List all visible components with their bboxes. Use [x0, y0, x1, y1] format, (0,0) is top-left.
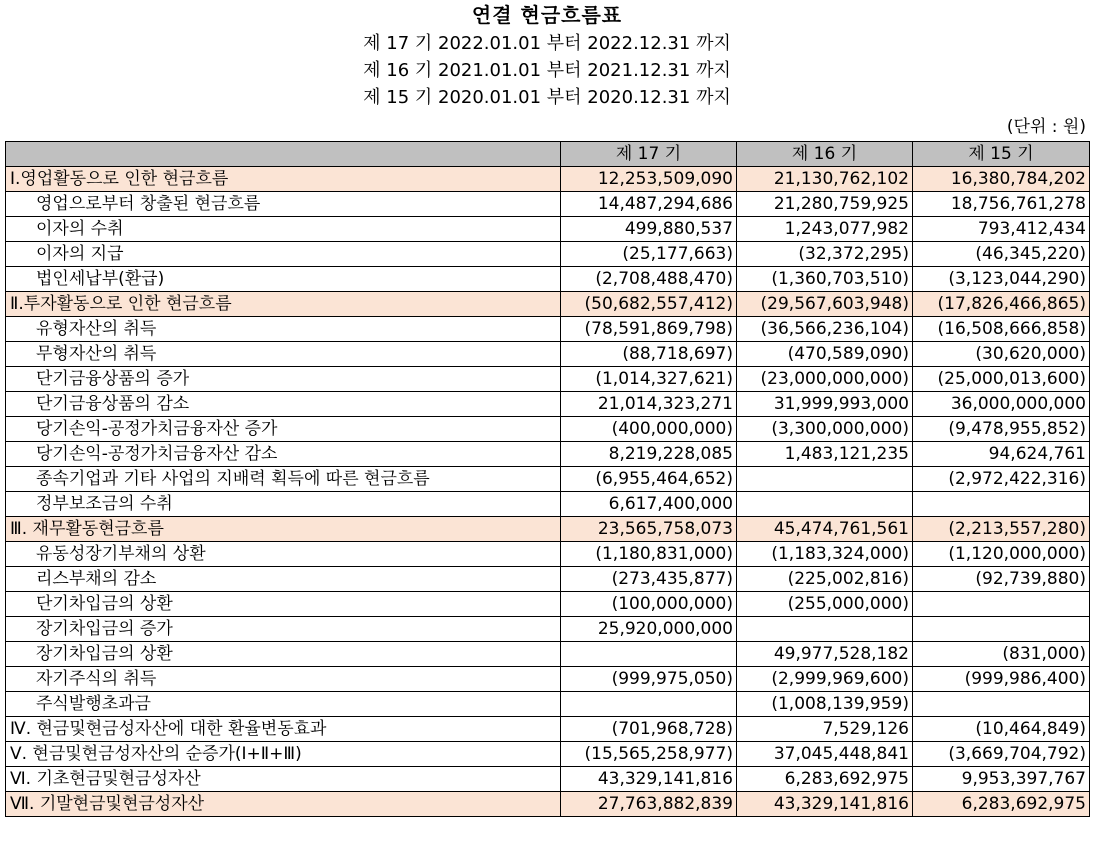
row-label: Ⅰ.영업활동으로 인한 현금흐름	[6, 167, 561, 192]
table-row	[6, 542, 1090, 567]
row-value: 21,280,759,925	[737, 192, 913, 217]
row-value	[561, 642, 737, 667]
row-value: (225,002,816)	[737, 567, 913, 592]
row-label: 주식발행초과금	[6, 692, 561, 717]
row-value: 14,487,294,686	[561, 192, 737, 217]
row-value: 1,243,077,982	[737, 217, 913, 242]
row-value: (25,177,663)	[561, 242, 737, 267]
row-label: 당기손익-공정가치금융자산 감소	[6, 442, 561, 467]
table-row	[6, 317, 1090, 342]
row-value: (92,739,880)	[913, 567, 1090, 592]
table-row	[6, 717, 1090, 742]
table-row	[6, 767, 1090, 792]
row-label: 종속기업과 기타 사업의 지배력 획득에 따른 현금흐름	[6, 467, 561, 492]
row-value: (29,567,603,948)	[737, 292, 913, 317]
row-value: (273,435,877)	[561, 567, 737, 592]
row-value: 31,999,993,000	[737, 392, 913, 417]
row-label: 유동성장기부채의 상환	[6, 542, 561, 567]
row-value: (23,000,000,000)	[737, 367, 913, 392]
row-value: 23,565,758,073	[561, 517, 737, 542]
table-row	[6, 667, 1090, 692]
row-value: (1,183,324,000)	[737, 542, 913, 567]
row-value: 9,953,397,767	[913, 767, 1090, 792]
period-15: 제 15 기 2020.01.01 부터 2020.12.31 까지	[363, 87, 731, 108]
header-period-16: 제 16 기	[737, 142, 913, 167]
row-value: (100,000,000)	[561, 592, 737, 617]
row-value: 21,014,323,271	[561, 392, 737, 417]
header-row	[6, 142, 1090, 167]
table-row	[6, 617, 1090, 642]
row-value: 16,380,784,202	[913, 167, 1090, 192]
row-label: 자기주식의 취득	[6, 667, 561, 692]
row-label: 이자의 지급	[6, 242, 561, 267]
row-value: (1,014,327,621)	[561, 367, 737, 392]
table-row	[6, 267, 1090, 292]
row-value: (17,826,466,865)	[913, 292, 1090, 317]
row-value: (78,591,869,798)	[561, 317, 737, 342]
table-row	[6, 467, 1090, 492]
row-value	[737, 467, 913, 492]
row-value: (3,123,044,290)	[913, 267, 1090, 292]
row-value: 94,624,761	[913, 442, 1090, 467]
table-row	[6, 442, 1090, 467]
row-label: Ⅶ. 기말현금및현금성자산	[6, 792, 561, 817]
row-value: (25,000,013,600)	[913, 367, 1090, 392]
row-value: (999,986,400)	[913, 667, 1090, 692]
row-value: (1,120,000,000)	[913, 542, 1090, 567]
row-value: 49,977,528,182	[737, 642, 913, 667]
table-row	[6, 692, 1090, 717]
table-row	[6, 292, 1090, 317]
row-value: 793,412,434	[913, 217, 1090, 242]
cash-flow-table	[5, 141, 1090, 817]
row-label: 유형자산의 취득	[6, 317, 561, 342]
row-value: (15,565,258,977)	[561, 742, 737, 767]
row-label: 리스부채의 감소	[6, 567, 561, 592]
row-label: 법인세납부(환급)	[6, 267, 561, 292]
row-value: 6,283,692,975	[737, 767, 913, 792]
row-value: 25,920,000,000	[561, 617, 737, 642]
row-value: (831,000)	[913, 642, 1090, 667]
row-value: (10,464,849)	[913, 717, 1090, 742]
row-label: 정부보조금의 수취	[6, 492, 561, 517]
table-row	[6, 217, 1090, 242]
row-label: 무형자산의 취득	[6, 342, 561, 367]
table-row	[6, 492, 1090, 517]
period-17: 제 17 기 2022.01.01 부터 2022.12.31 까지	[363, 33, 731, 54]
header-item	[6, 142, 561, 167]
table-row	[6, 392, 1090, 417]
row-label: 장기차입금의 증가	[6, 617, 561, 642]
table-body	[6, 167, 1090, 817]
table-row	[6, 592, 1090, 617]
row-value: 27,763,882,839	[561, 792, 737, 817]
table-row	[6, 242, 1090, 267]
row-value	[913, 617, 1090, 642]
row-label: 이자의 수취	[6, 217, 561, 242]
row-value	[913, 492, 1090, 517]
row-value: (2,213,557,280)	[913, 517, 1090, 542]
row-value: (3,669,704,792)	[913, 742, 1090, 767]
row-value: (2,999,969,600)	[737, 667, 913, 692]
row-value	[913, 592, 1090, 617]
row-value: 1,483,121,235	[737, 442, 913, 467]
row-value: 43,329,141,816	[737, 792, 913, 817]
row-value	[913, 692, 1090, 717]
row-value: (3,300,000,000)	[737, 417, 913, 442]
row-value: (470,589,090)	[737, 342, 913, 367]
row-value: (30,620,000)	[913, 342, 1090, 367]
row-value: 21,130,762,102	[737, 167, 913, 192]
period-16: 제 16 기 2021.01.01 부터 2021.12.31 까지	[363, 60, 731, 81]
row-value: 7,529,126	[737, 717, 913, 742]
row-value: (1,180,831,000)	[561, 542, 737, 567]
row-value: (2,972,422,316)	[913, 467, 1090, 492]
statement-title: 연결 현금흐름표	[471, 3, 623, 27]
row-label: 단기금융상품의 증가	[6, 367, 561, 392]
header-period-15: 제 15 기	[913, 142, 1090, 167]
row-value: 6,283,692,975	[913, 792, 1090, 817]
row-label: Ⅲ. 재무활동현금흐름	[6, 517, 561, 542]
table-row	[6, 517, 1090, 542]
row-value: (1,360,703,510)	[737, 267, 913, 292]
row-label: Ⅴ. 현금및현금성자산의 순증가(Ⅰ+Ⅱ+Ⅲ)	[6, 742, 561, 767]
table-row	[6, 742, 1090, 767]
row-value: (1,008,139,959)	[737, 692, 913, 717]
row-value	[737, 617, 913, 642]
table-row	[6, 167, 1090, 192]
table-row	[6, 567, 1090, 592]
row-value: (2,708,488,470)	[561, 267, 737, 292]
row-value: (400,000,000)	[561, 417, 737, 442]
row-value: (701,968,728)	[561, 717, 737, 742]
row-value: 43,329,141,816	[561, 767, 737, 792]
unit-label: (단위 : 원)	[1006, 117, 1086, 137]
row-value: (999,975,050)	[561, 667, 737, 692]
table-row	[6, 792, 1090, 817]
row-value	[561, 692, 737, 717]
row-value: (46,345,220)	[913, 242, 1090, 267]
row-value: (50,682,557,412)	[561, 292, 737, 317]
table-row	[6, 642, 1090, 667]
row-value: 6,617,400,000	[561, 492, 737, 517]
row-label: 단기금융상품의 감소	[6, 392, 561, 417]
row-value: 18,756,761,278	[913, 192, 1090, 217]
table-row	[6, 342, 1090, 367]
table-row	[6, 417, 1090, 442]
row-value: (88,718,697)	[561, 342, 737, 367]
row-label: 당기손익-공정가치금융자산 증가	[6, 417, 561, 442]
row-label: Ⅵ. 기초현금및현금성자산	[6, 767, 561, 792]
table-row	[6, 192, 1090, 217]
table-row	[6, 367, 1090, 392]
header-period-17: 제 17 기	[561, 142, 737, 167]
row-value	[737, 492, 913, 517]
row-value: 12,253,509,090	[561, 167, 737, 192]
row-value: (32,372,295)	[737, 242, 913, 267]
row-value: (9,478,955,852)	[913, 417, 1090, 442]
row-value: 36,000,000,000	[913, 392, 1090, 417]
row-value: 45,474,761,561	[737, 517, 913, 542]
row-label: Ⅱ.투자활동으로 인한 현금흐름	[6, 292, 561, 317]
row-label: 단기차입금의 상환	[6, 592, 561, 617]
row-label: Ⅳ. 현금및현금성자산에 대한 환율변동효과	[6, 717, 561, 742]
row-value: (255,000,000)	[737, 592, 913, 617]
row-value: (36,566,236,104)	[737, 317, 913, 342]
row-label: 장기차입금의 상환	[6, 642, 561, 667]
row-value: 37,045,448,841	[737, 742, 913, 767]
row-value: (16,508,666,858)	[913, 317, 1090, 342]
row-value: 499,880,537	[561, 217, 737, 242]
row-label: 영업으로부터 창출된 현금흐름	[6, 192, 561, 217]
row-value: (6,955,464,652)	[561, 467, 737, 492]
row-value: 8,219,228,085	[561, 442, 737, 467]
